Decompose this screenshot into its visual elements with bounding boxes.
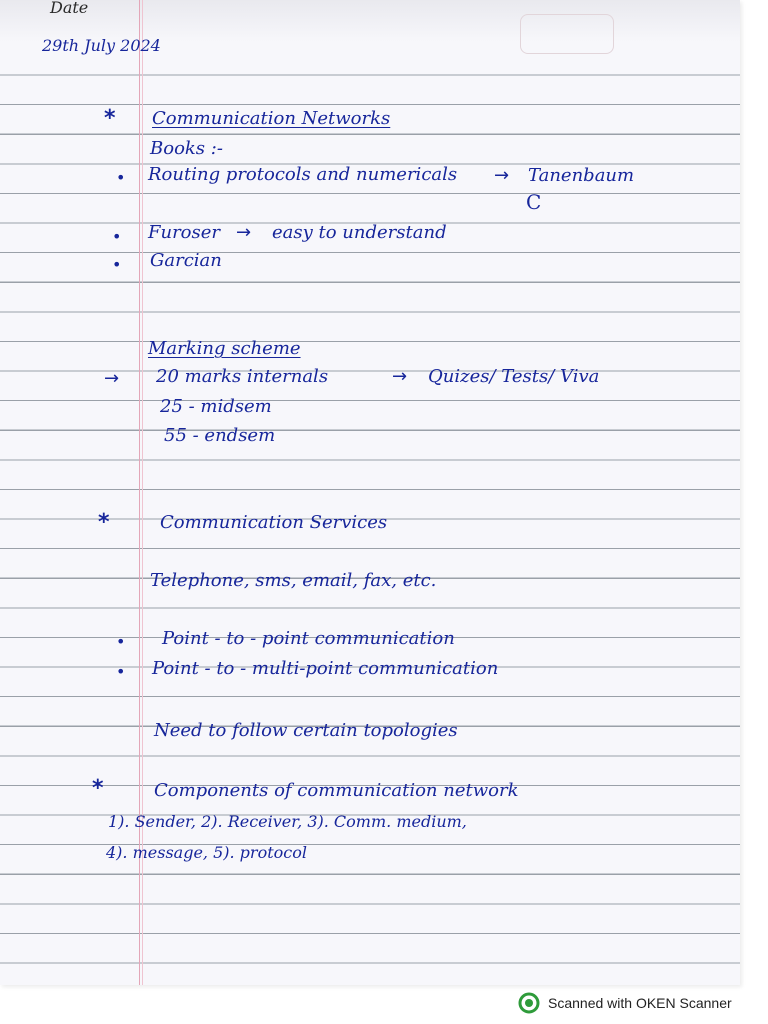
marks-midsem: 25 - midsem <box>160 396 272 417</box>
bullet-icon: • <box>112 227 122 246</box>
heading-communication-services: Communication Services <box>160 512 388 533</box>
scanner-watermark-text: Scanned with OKEN Scanner <box>548 995 732 1011</box>
book-routing-protocols: Routing protocols and numericals <box>148 164 458 185</box>
oken-scanner-logo-icon <box>518 992 540 1014</box>
heading-components: Components of communication network <box>154 780 519 801</box>
point-to-multipoint: Point - to - multi-point communication <box>152 658 499 679</box>
marks-internals: 20 marks internals <box>156 366 329 387</box>
page-number-box <box>520 14 614 54</box>
bullet-icon: • <box>116 662 126 681</box>
books-label: Books :- <box>150 138 223 159</box>
heading-communication-networks: Communication Networks <box>152 108 391 129</box>
scanner-watermark <box>518 992 732 1014</box>
right-arrow-icon: → <box>494 165 510 186</box>
margin-line-inner <box>142 0 143 985</box>
services-list: Telephone, sms, email, fax, etc. <box>150 570 437 591</box>
components-list-1: 1). Sender, 2). Receiver, 3). Comm. medium, <box>108 812 467 831</box>
date-value: 29th July 2024 <box>42 36 161 55</box>
need-topologies: Need to follow certain topologies <box>154 720 458 741</box>
date-label: Date <box>50 0 89 17</box>
point-to-point: Point - to - point communication <box>162 628 455 649</box>
internals-breakdown: Quizes/ Tests/ Viva <box>428 366 600 387</box>
language-c: C <box>526 190 542 214</box>
bullet-icon: • <box>112 255 122 274</box>
note-easy-to-understand: easy to understand <box>272 222 447 243</box>
margin-line <box>139 0 140 985</box>
right-arrow-icon: → <box>392 366 408 387</box>
author-tanenbaum: Tanenbaum <box>528 165 635 186</box>
right-arrow-icon: → <box>104 368 120 389</box>
right-arrow-icon: → <box>236 222 252 243</box>
components-list-2: 4). message, 5). protocol <box>106 843 307 862</box>
bullet-icon: • <box>116 632 126 651</box>
book-garcian: Garcian <box>150 250 222 271</box>
marks-endsem: 55 - endsem <box>164 425 276 446</box>
marking-scheme-heading: Marking scheme <box>148 338 301 359</box>
asterisk-icon: * <box>92 776 104 801</box>
asterisk-icon: * <box>104 106 116 131</box>
asterisk-icon: * <box>98 510 110 535</box>
book-furoser: Furoser <box>148 222 221 243</box>
bullet-icon: • <box>116 168 126 187</box>
